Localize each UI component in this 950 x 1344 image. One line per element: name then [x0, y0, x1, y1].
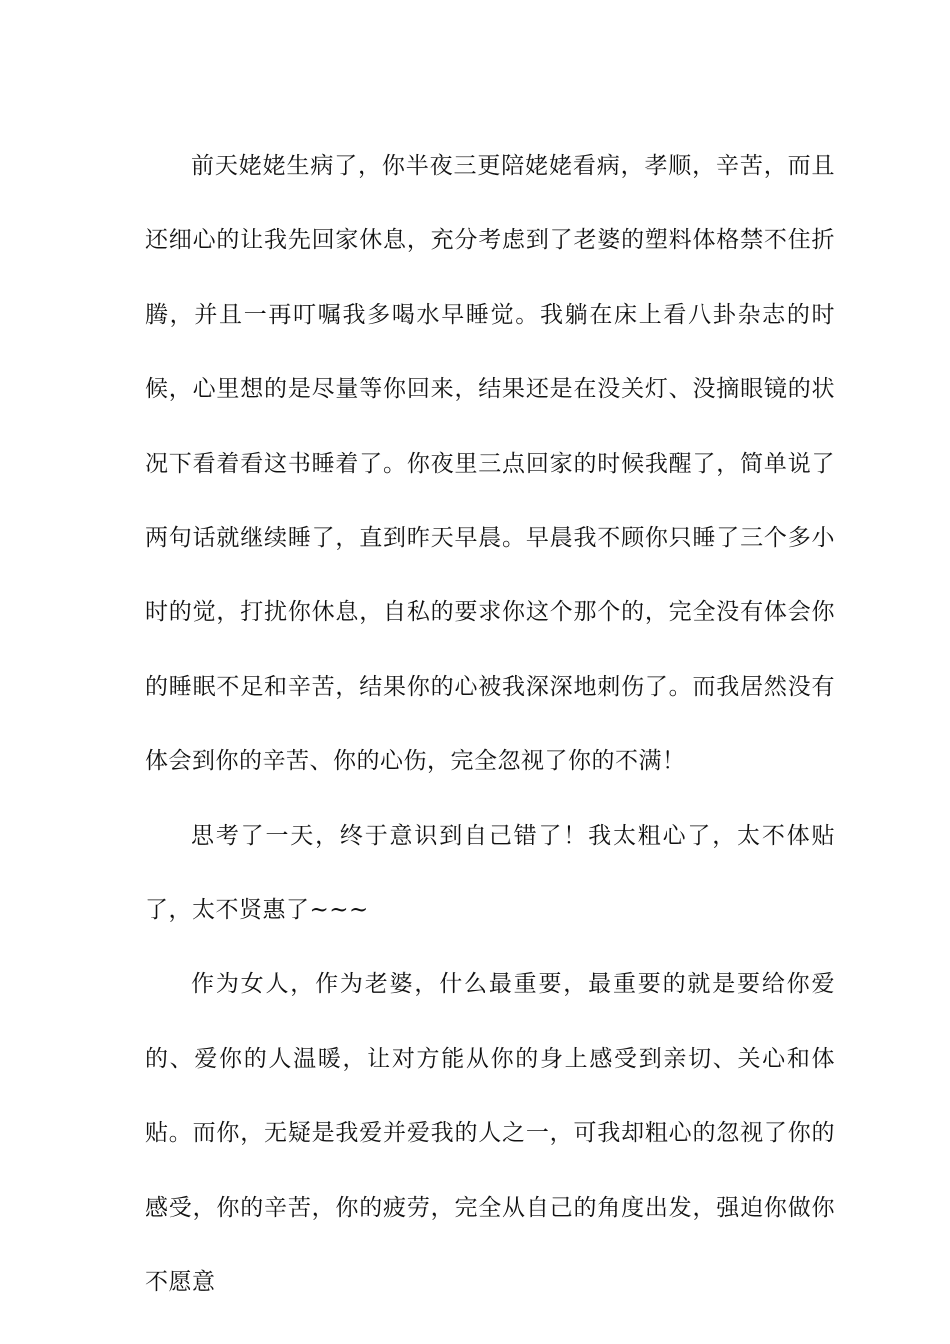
body-text [145, 129, 835, 1320]
paragraph-1: 前天姥姥生病了，你半夜三更陪姥姥看病，孝顺，辛苦，而且还细心的让我先回家休息，充分考虑到了老婆的塑料体格禁不住折腾，并且一再叮嘱我多喝水早睡觉。我躺在床上看八卦杂志的时候，心里想的是尽量等你回来，结果还是在没关灯、没摘眼镜的状况下看着看这书睡着了。你夜里三点回家的时候我醒了，简单说了两句话就继续睡了，直到昨天早晨。早晨我不顾你只睡了三个多小时的觉，打扰你休息，自私的要求你这个那个的，完全没有体会你的睡眠不足和辛苦，结果你的心被我深深地刺伤了。而我居然没有体会到你的辛苦、你的心伤，完全忽视了你的不满！ [145, 153, 835, 775]
paragraph-2: 思考了一天，终于意识到自己错了！我太粗心了，太不体贴了，太不贤惠了~~~ [145, 822, 835, 924]
paragraph-3: 作为女人，作为老婆，什么最重要，最重要的就是要给你爱的、爱你的人温暖，让对方能从你的身上感受到亲切、关心和体贴。而你，无疑是我爱并爱我的人之一，可我却粗心的忽视了你的感受，你的辛苦，你的疲劳，完全从自己的角度出发，强迫你做你不愿意 [145, 971, 835, 1296]
